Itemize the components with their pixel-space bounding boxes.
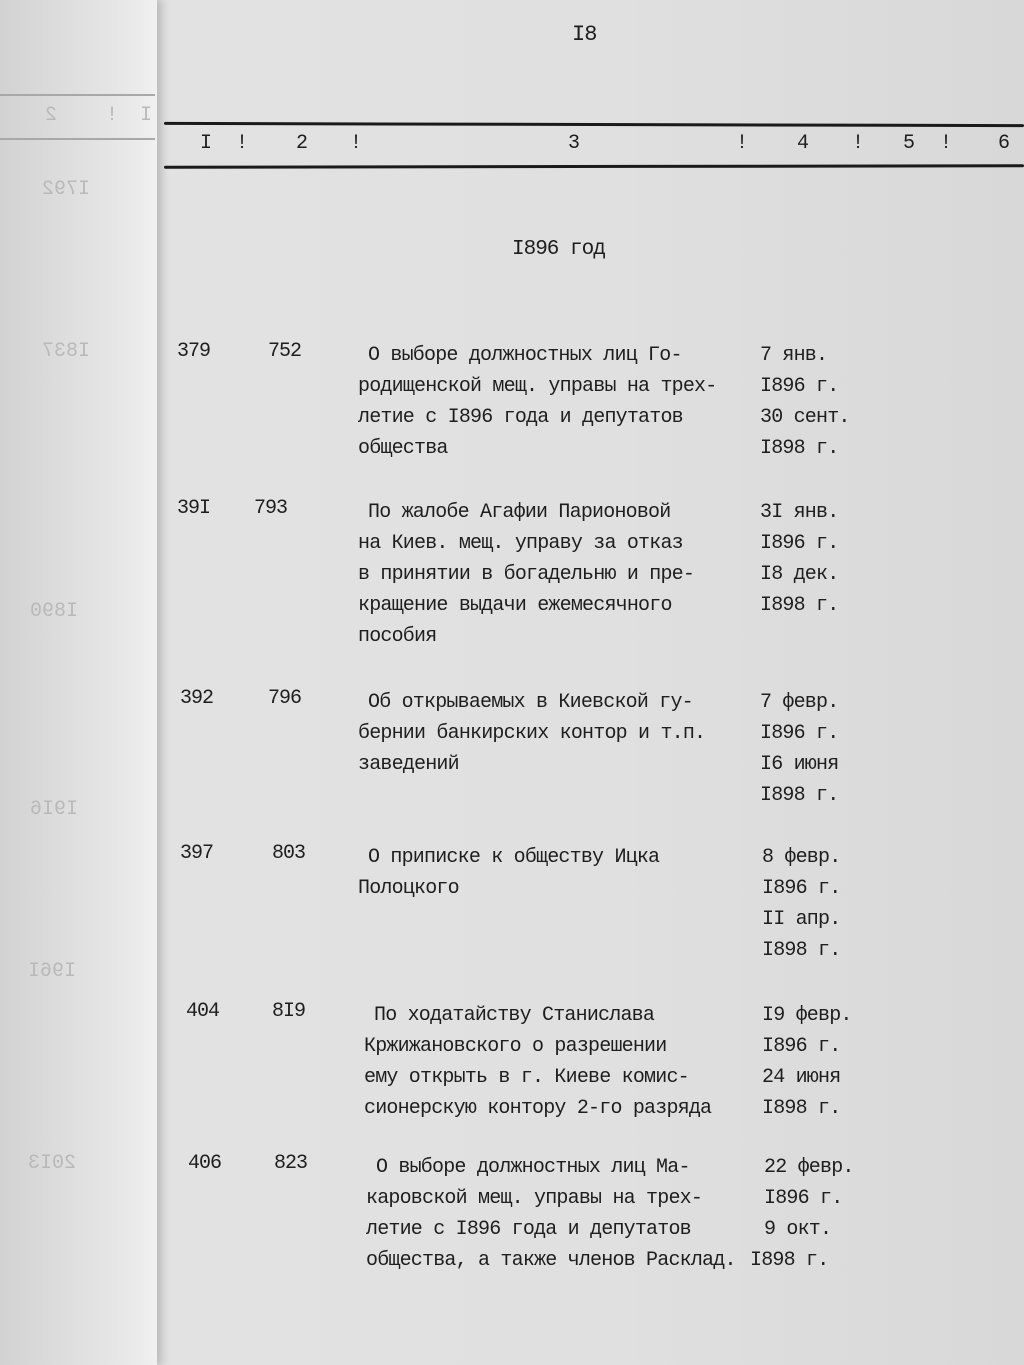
description-line: общества [358, 437, 448, 460]
entry-description [366, 1152, 736, 1276]
column-header-2: 2 [296, 132, 309, 155]
entry-col1: 404 [186, 1000, 220, 1023]
ghost-number: I890 [30, 600, 79, 623]
description-line: ему открыть в г. Киеве комис- [364, 1066, 689, 1089]
entry-dates [760, 340, 850, 464]
ghost-header: 2 [45, 104, 58, 127]
description-line: в принятии в богадельню и пре- [358, 563, 695, 586]
description-line: По жалобе Агафии Парионовой [368, 501, 671, 524]
date-line: 7 февр. [760, 691, 839, 714]
entry-col2: 793 [254, 497, 288, 520]
adjacent-page-edge [0, 0, 157, 1365]
description-line: летие с I896 года и депутатов [358, 406, 683, 429]
date-line: I896 г. [760, 375, 839, 398]
column-header-6: 6 [998, 132, 1011, 155]
entry-description [358, 497, 694, 652]
column-header-5: 5 [903, 132, 916, 155]
date-line: I898 г. [762, 939, 841, 962]
date-line: I898 г. [760, 437, 839, 460]
description-line: заведений [358, 753, 459, 776]
description-line: Полоцкого [358, 877, 459, 900]
description-line: По ходатайству Станислава [374, 1004, 655, 1027]
date-line: I896 г. [760, 722, 839, 745]
date-line: I9 февр. [762, 1004, 852, 1027]
ghost-number: I9I6 [30, 798, 79, 821]
ghost-header: ! [106, 104, 119, 127]
date-line: 8 февр. [762, 846, 841, 869]
description-line: на Киев. мещ. управу за отказ [358, 532, 683, 555]
date-line: I8 дек. [760, 563, 839, 586]
entry-dates [750, 1152, 854, 1276]
description-line: летие с I896 года и депутатов [366, 1218, 691, 1241]
column-separator: ! [236, 132, 249, 155]
entry-col2: 752 [268, 340, 302, 363]
description-line: О приписке к обществу Ицка [368, 846, 660, 869]
description-line: сионерскую контору 2-го разряда [364, 1097, 712, 1120]
ghost-number: 20I3 [28, 1152, 77, 1175]
entry-col1: 392 [180, 687, 214, 710]
entry-col1: 397 [180, 842, 214, 865]
description-line: бернии банкирских контор и т.п. [358, 722, 706, 745]
entry-col1: 379 [177, 340, 211, 363]
entry-dates [760, 687, 838, 811]
description-line: О выборе должностных лиц Ма- [376, 1156, 690, 1179]
description-line: общества, а также членов Расклад. [366, 1249, 736, 1272]
date-line: 30 сент. [760, 406, 850, 429]
entry-description [364, 1000, 711, 1124]
description-line: О выборе должностных лиц Го- [368, 344, 682, 367]
description-line: пособия [358, 625, 437, 648]
description-line: Об открываемых в Киевской гу- [368, 691, 693, 714]
date-line: I896 г. [764, 1187, 843, 1210]
column-header-1: I [200, 132, 213, 155]
date-line: II апр. [762, 908, 841, 931]
date-line: 9 окт. [764, 1218, 832, 1241]
entry-col2: 796 [268, 687, 302, 710]
date-line: I896 г. [762, 877, 841, 900]
date-line: I898 г. [760, 784, 839, 807]
ghost-number: I96I [28, 960, 77, 983]
date-line: I898 г. [750, 1249, 829, 1272]
date-line: I896 г. [762, 1035, 841, 1058]
entry-dates [760, 497, 838, 621]
entry-description [358, 842, 659, 904]
column-header-3: 3 [568, 132, 581, 155]
date-line: 7 янв. [760, 344, 828, 367]
entry-col2: 823 [274, 1152, 308, 1175]
entry-description [358, 340, 716, 464]
entry-col2: 803 [272, 842, 306, 865]
page-number: I8 [572, 22, 597, 47]
entry-col1: 39I [177, 497, 211, 520]
date-line: 22 февр. [764, 1156, 854, 1179]
description-line: Кржижановского о разрешении [364, 1035, 667, 1058]
description-line: каровской мещ. управы на трех- [366, 1187, 703, 1210]
description-line: кращение выдачи ежемесячного [358, 594, 672, 617]
column-separator: ! [852, 132, 865, 155]
description-line: родищенской мещ. управы на трех- [358, 375, 717, 398]
entry-col2: 8I9 [272, 1000, 306, 1023]
column-separator: ! [736, 132, 749, 155]
date-line: I898 г. [760, 594, 839, 617]
date-line: I898 г. [762, 1097, 841, 1120]
header-top-rule [164, 122, 1024, 127]
section-heading: I896 год [512, 238, 605, 261]
column-separator: ! [350, 132, 363, 155]
header-bottom-rule [164, 164, 1024, 169]
ghost-header: I [140, 104, 153, 127]
entry-col1: 406 [188, 1152, 222, 1175]
ghost-rule [0, 138, 155, 140]
date-line: 3I янв. [760, 501, 839, 524]
ghost-number: I837 [42, 340, 91, 363]
date-line: I6 июня [760, 753, 839, 776]
ghost-number: I792 [42, 178, 91, 201]
entry-dates [762, 1000, 852, 1124]
entry-dates [762, 842, 840, 966]
entry-description [358, 687, 705, 780]
column-separator: ! [940, 132, 953, 155]
date-line: I896 г. [760, 532, 839, 555]
ghost-rule [0, 94, 155, 96]
column-header-4: 4 [797, 132, 810, 155]
date-line: 24 июня [762, 1066, 841, 1089]
